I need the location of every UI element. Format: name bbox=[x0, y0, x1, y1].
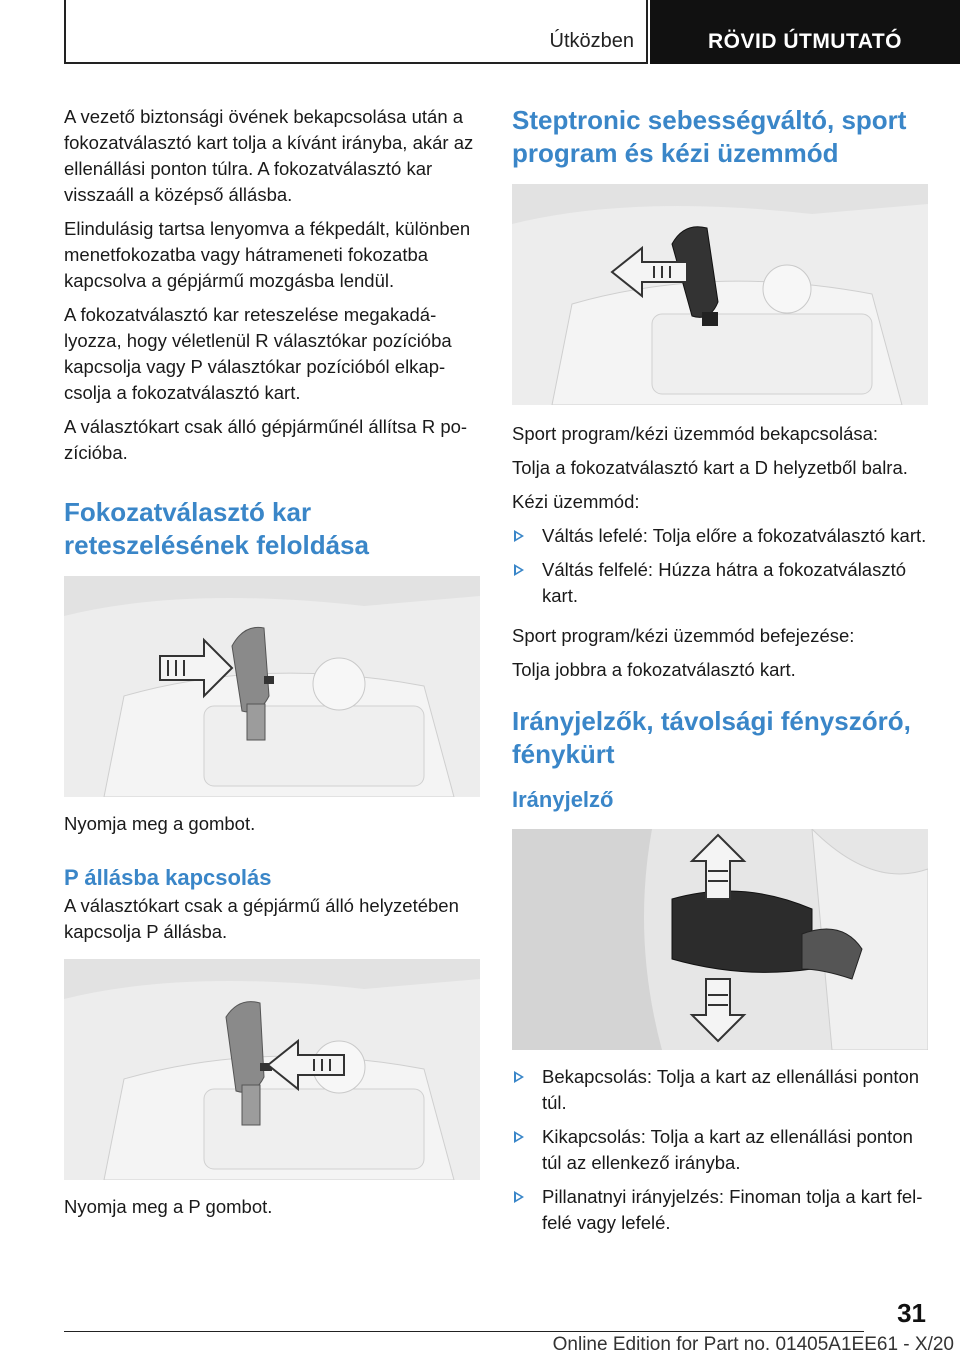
left-column bbox=[64, 104, 480, 1228]
paragraph-park: A választókart csak a gépjármű álló helyzetében kapcsolja P állásba. bbox=[64, 895, 459, 942]
caption-park: Nyomja meg a P gombot. bbox=[64, 1196, 273, 1217]
paragraph-brake-pedal: Elindulásig tartsa lenyomva a fékpedált, különben menetfokozatba vagy hátrameneti fokozatba kapcsolva a gépjármű mozgásba lendül. bbox=[64, 218, 471, 291]
paragraph-sport-on: Sport program/kézi üzemmód bekapcsolása: bbox=[512, 423, 879, 444]
heading-turn-signal: Irányjelző bbox=[512, 787, 614, 812]
list-item: Kikapcsolás: Tolja a kart az ellenállási ponton túl az ellenkező irányba. bbox=[512, 1124, 928, 1176]
manual-mode-list bbox=[512, 523, 928, 609]
illustration-steptronic bbox=[512, 184, 928, 405]
bullet-triangle-icon bbox=[514, 1071, 524, 1083]
paragraph-push-right: Tolja jobbra a fokozatválasztó kart. bbox=[512, 659, 796, 680]
heading-indicators: Irányjelzők, távolsági fényszóró, fénykürt bbox=[512, 706, 911, 769]
list-item: Váltás felfelé: Húzza hátra a fokozatválasztó kart. bbox=[512, 557, 928, 609]
bullet-triangle-icon bbox=[514, 530, 524, 542]
bullet-triangle-icon bbox=[514, 1131, 524, 1143]
list-item: Váltás lefelé: Tolja előre a fokozatválasztó kart. bbox=[512, 523, 928, 549]
header-chapter-tab bbox=[650, 0, 960, 64]
header-section-box bbox=[64, 0, 648, 64]
caption-unlock: Nyomja meg a gombot. bbox=[64, 813, 256, 834]
paragraph-push-left: Tolja a fokozatválasztó kart a D helyzetből balra. bbox=[512, 457, 908, 478]
paragraph-manual: Kézi üzemmód: bbox=[512, 491, 640, 512]
paragraph-lock-function: A fokozatválasztó kar reteszelése megakadá-lyozza, hogy véletlenül R választókar pozícióba kapcsolja vagy P választókar pozícióból elkap-csolja a fokozatválasztó kart. bbox=[64, 304, 452, 403]
paragraph-sport-off: Sport program/kézi üzemmód befejezése: bbox=[512, 625, 855, 646]
illustration-unlock-button bbox=[64, 576, 480, 797]
right-column bbox=[512, 104, 928, 1246]
header-section-title: Útközben bbox=[549, 30, 634, 52]
bullet-triangle-icon bbox=[514, 1191, 524, 1203]
list-item: Pillanatnyi irányjelzés: Finoman tolja a kart fel-felé vagy lefelé. bbox=[512, 1184, 928, 1236]
turn-signal-list bbox=[512, 1064, 928, 1236]
heading-park: P állásba kapcsolás bbox=[64, 865, 272, 890]
heading-steptronic: Steptronic sebességváltó, sport program és kézi üzemmód bbox=[512, 105, 907, 168]
illustration-turn-signal bbox=[512, 829, 928, 1050]
illustration-park-button bbox=[64, 959, 480, 1180]
list-item: Bekapcsolás: Tolja a kart az ellenállási ponton túl. bbox=[512, 1064, 928, 1116]
paragraph-reverse-stationary: A választókart csak álló gépjárműnél állítsa R po-zícióba. bbox=[64, 416, 468, 463]
header-chapter-title: RÖVID ÚTMUTATÓ bbox=[707, 30, 903, 53]
page-number: 31 bbox=[897, 1298, 926, 1328]
paragraph-shift-after-belt: A vezető biztonsági övének bekapcsolása után a fokozatválasztó kart tolja a kívánt irányba, akár az ellenállási ponton túlra. A fokozatválasztó kar visszaáll a középső állásba. bbox=[64, 106, 474, 205]
footer-edition: Online Edition for Part no. 01405A1EE61 - X/20 bbox=[552, 1334, 954, 1355]
heading-unlock-selector: Fokozatválasztó kar reteszelésének feloldása bbox=[64, 497, 369, 560]
footer-divider bbox=[64, 1331, 864, 1332]
bullet-triangle-icon bbox=[514, 564, 524, 576]
